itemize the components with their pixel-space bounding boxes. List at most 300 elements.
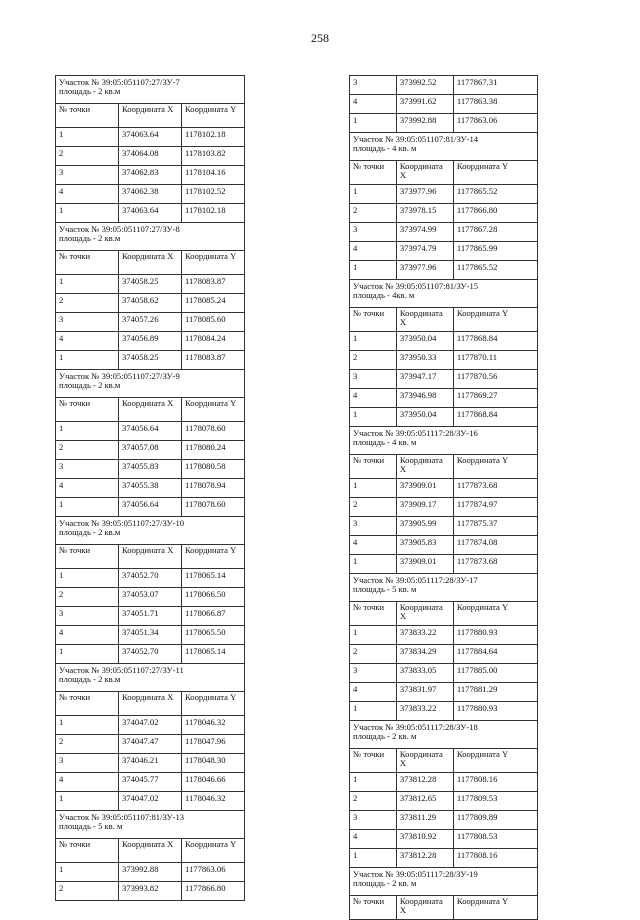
parcel-heading xyxy=(350,427,538,455)
coordinate-x-cell: 374057.26 xyxy=(119,313,182,332)
coordinate-y-cell: 1177808.16 xyxy=(453,849,537,868)
header-point-number: № точки xyxy=(56,251,119,275)
parcel-heading xyxy=(56,370,245,398)
coordinate-x-cell: 373833.22 xyxy=(396,702,453,721)
table-row xyxy=(56,645,245,664)
coordinate-y-cell: 1177874.97 xyxy=(453,498,537,517)
parcel-area: площадь - 4 кв. м xyxy=(353,437,417,447)
point-number-cell: 1 xyxy=(56,128,119,147)
parcel-title-row xyxy=(56,664,245,692)
header-coordinate-x: Координата X xyxy=(396,602,453,626)
coordinate-x-cell: 373978.15 xyxy=(396,204,453,223)
coordinate-y-cell: 1178102.18 xyxy=(182,204,245,223)
coordinate-y-cell: 1178085.24 xyxy=(182,294,245,313)
point-number-cell: 3 xyxy=(56,607,119,626)
coordinate-y-cell: 1177863.06 xyxy=(182,863,245,882)
point-number-cell: 4 xyxy=(56,332,119,351)
parcel-heading xyxy=(350,574,538,602)
header-coordinate-y: Координата Y xyxy=(453,896,537,920)
header-point-number: № точки xyxy=(350,161,397,185)
header-coordinate-x: Координата X xyxy=(119,692,182,716)
table-row xyxy=(56,607,245,626)
coordinate-x-cell: 373947.17 xyxy=(396,370,453,389)
coordinate-x-cell: 373905.99 xyxy=(396,517,453,536)
point-number-cell: 2 xyxy=(56,441,119,460)
coordinate-y-cell: 1177865.52 xyxy=(453,261,537,280)
parcel-title: Участок № 39:05:051107:27/ЗУ-9 xyxy=(59,371,180,381)
point-number-cell: 3 xyxy=(350,811,397,830)
table-row xyxy=(350,114,538,133)
point-number-cell: 1 xyxy=(350,332,397,351)
coordinate-x-cell: 374056.89 xyxy=(119,332,182,351)
parcel-title-row xyxy=(350,868,538,896)
coordinate-x-cell: 374056.64 xyxy=(119,498,182,517)
point-number-cell: 2 xyxy=(56,147,119,166)
coordinate-y-cell: 1178046.32 xyxy=(182,716,245,735)
coordinate-x-cell: 373993.82 xyxy=(119,882,182,901)
header-coordinate-y: Координата Y xyxy=(453,602,537,626)
table-row xyxy=(350,370,538,389)
coordinate-y-cell: 1178084.24 xyxy=(182,332,245,351)
header-point-number: № точки xyxy=(350,896,397,920)
coordinate-x-cell: 373812.65 xyxy=(396,792,453,811)
parcel-title: Участок № 39:05:051117:28/ЗУ-16 xyxy=(353,428,478,438)
point-number-cell: 1 xyxy=(350,702,397,721)
coordinate-y-cell: 1178046.66 xyxy=(182,773,245,792)
point-number-cell: 3 xyxy=(350,370,397,389)
coordinate-y-cell: 1177869.27 xyxy=(453,389,537,408)
coordinates-table-left xyxy=(55,75,245,901)
point-number-cell: 1 xyxy=(56,498,119,517)
point-number-cell: 1 xyxy=(56,351,119,370)
coordinate-y-cell: 1178078.60 xyxy=(182,422,245,441)
header-coordinate-x: Координата X xyxy=(396,161,453,185)
coordinate-x-cell: 373977.96 xyxy=(396,261,453,280)
point-number-cell: 4 xyxy=(350,830,397,849)
parcel-title-row xyxy=(56,76,245,104)
coordinate-y-cell: 1177865.99 xyxy=(453,242,537,261)
table-row xyxy=(350,261,538,280)
coordinate-x-cell: 374046.21 xyxy=(119,754,182,773)
table-row xyxy=(350,555,538,574)
coordinate-x-cell: 374058.62 xyxy=(119,294,182,313)
header-coordinate-x: Координата X xyxy=(119,398,182,422)
header-coordinate-y: Координата Y xyxy=(453,308,537,332)
coordinate-x-cell: 373992.52 xyxy=(396,76,453,95)
header-point-number: № точки xyxy=(350,749,397,773)
parcel-area: площадь - 2 кв.м xyxy=(59,86,121,96)
header-point-number: № точки xyxy=(350,455,397,479)
table-header-row xyxy=(350,896,538,920)
table-row xyxy=(56,185,245,204)
coordinate-y-cell: 1177867.28 xyxy=(453,223,537,242)
coordinate-y-cell: 1178078.94 xyxy=(182,479,245,498)
table-row xyxy=(350,830,538,849)
table-row xyxy=(56,792,245,811)
coordinate-x-cell: 374057.08 xyxy=(119,441,182,460)
table-row xyxy=(56,332,245,351)
point-number-cell: 2 xyxy=(350,351,397,370)
table-row xyxy=(350,849,538,868)
header-coordinate-y: Координата Y xyxy=(453,749,537,773)
coordinate-x-cell: 374062.83 xyxy=(119,166,182,185)
coordinate-y-cell: 1177880.93 xyxy=(453,626,537,645)
header-point-number: № точки xyxy=(56,104,119,128)
coordinate-y-cell: 1177866.80 xyxy=(453,204,537,223)
table-row xyxy=(350,389,538,408)
point-number-cell: 3 xyxy=(350,517,397,536)
table-row xyxy=(56,422,245,441)
point-number-cell: 1 xyxy=(350,408,397,427)
coordinate-x-cell: 373950.04 xyxy=(396,332,453,351)
coordinate-x-cell: 373833.22 xyxy=(396,626,453,645)
parcel-title-row xyxy=(350,721,538,749)
point-number-cell: 3 xyxy=(350,76,397,95)
coordinate-y-cell: 1177873.68 xyxy=(453,479,537,498)
table-row xyxy=(350,498,538,517)
table-row xyxy=(350,792,538,811)
table-row xyxy=(56,275,245,294)
point-number-cell: 1 xyxy=(56,569,119,588)
coordinate-y-cell: 1177868.84 xyxy=(453,332,537,351)
coordinate-x-cell: 374055.83 xyxy=(119,460,182,479)
parcel-title-row xyxy=(350,427,538,455)
coordinate-x-cell: 374047.47 xyxy=(119,735,182,754)
point-number-cell: 4 xyxy=(350,683,397,702)
point-number-cell: 1 xyxy=(350,773,397,792)
coordinate-y-cell: 1177884.64 xyxy=(453,645,537,664)
header-coordinate-x: Координата X xyxy=(396,308,453,332)
parcel-area: площадь - 2 кв. м xyxy=(353,878,417,888)
parcel-area: площадь - 5 кв. м xyxy=(353,584,417,594)
parcel-heading xyxy=(350,721,538,749)
header-point-number: № точки xyxy=(56,839,119,863)
page-number: 258 xyxy=(311,31,329,45)
table-header-row xyxy=(56,545,245,569)
parcel-title: Участок № 39:05:051117:28/ЗУ-17 xyxy=(353,575,478,585)
table-row xyxy=(350,95,538,114)
coordinate-x-cell: 374056.64 xyxy=(119,422,182,441)
coordinate-x-cell: 374051.34 xyxy=(119,626,182,645)
point-number-cell: 1 xyxy=(350,626,397,645)
table-header-row xyxy=(350,455,538,479)
coordinate-y-cell: 1177809.89 xyxy=(453,811,537,830)
coordinate-y-cell: 1178048.30 xyxy=(182,754,245,773)
table-row xyxy=(56,735,245,754)
table-header-row xyxy=(56,398,245,422)
parcel-title: Участок № 39:05:051107:81/ЗУ-14 xyxy=(353,134,479,144)
coordinate-x-cell: 373812.28 xyxy=(396,849,453,868)
coordinate-x-cell: 373950.04 xyxy=(396,408,453,427)
coordinate-y-cell: 1178078.60 xyxy=(182,498,245,517)
table-header-row xyxy=(56,251,245,275)
coordinate-x-cell: 373992.88 xyxy=(396,114,453,133)
coordinate-y-cell: 1177865.52 xyxy=(453,185,537,204)
table-row xyxy=(56,294,245,313)
point-number-cell: 1 xyxy=(350,261,397,280)
parcel-title-row xyxy=(350,280,538,308)
header-coordinate-x: Координата X xyxy=(119,104,182,128)
coordinate-y-cell: 1178047.96 xyxy=(182,735,245,754)
point-number-cell: 4 xyxy=(350,242,397,261)
coordinate-y-cell: 1177870.56 xyxy=(453,370,537,389)
table-row xyxy=(350,408,538,427)
coordinate-y-cell: 1177873.68 xyxy=(453,555,537,574)
parcel-title: Участок № 39:05:051107:27/ЗУ-11 xyxy=(59,665,184,675)
point-number-cell: 1 xyxy=(56,204,119,223)
parcel-title-row xyxy=(350,574,538,602)
coordinate-x-cell: 373810.92 xyxy=(396,830,453,849)
point-number-cell: 1 xyxy=(56,645,119,664)
parcel-title: Участок № 39:05:051107:27/ЗУ-7 xyxy=(59,77,180,87)
point-number-cell: 1 xyxy=(56,422,119,441)
coordinate-y-cell: 1178066.50 xyxy=(182,588,245,607)
table-row xyxy=(56,128,245,147)
table-row xyxy=(350,351,538,370)
point-number-cell: 4 xyxy=(56,773,119,792)
header-coordinate-y: Координата Y xyxy=(453,161,537,185)
table-row xyxy=(350,702,538,721)
parcel-area: площадь - 4кв. м xyxy=(353,290,415,300)
table-row xyxy=(56,166,245,185)
table-row xyxy=(350,811,538,830)
coordinate-y-cell: 1178080.24 xyxy=(182,441,245,460)
parcel-heading xyxy=(56,223,245,251)
coordinate-x-cell: 373946.98 xyxy=(396,389,453,408)
parcel-title: Участок № 39:05:051107:81/ЗУ-13 xyxy=(59,812,185,822)
point-number-cell: 2 xyxy=(350,498,397,517)
header-coordinate-y: Координата Y xyxy=(182,692,245,716)
coordinate-y-cell: 1177880.93 xyxy=(453,702,537,721)
table-header-row xyxy=(56,104,245,128)
coordinate-y-cell: 1178102.52 xyxy=(182,185,245,204)
table-row xyxy=(56,204,245,223)
right-column xyxy=(349,75,538,920)
table-row xyxy=(350,332,538,351)
parcel-title-row xyxy=(56,223,245,251)
parcel-title-row xyxy=(56,517,245,545)
header-coordinate-x: Координата X xyxy=(119,545,182,569)
coordinate-y-cell: 1177863.38 xyxy=(453,95,537,114)
parcel-heading xyxy=(56,664,245,692)
point-number-cell: 2 xyxy=(56,882,119,901)
table-row xyxy=(56,626,245,645)
header-point-number: № точки xyxy=(56,398,119,422)
parcel-heading xyxy=(56,811,245,839)
coordinate-x-cell: 374058.25 xyxy=(119,275,182,294)
point-number-cell: 1 xyxy=(350,185,397,204)
point-number-cell: 4 xyxy=(350,389,397,408)
coordinate-x-cell: 374055.38 xyxy=(119,479,182,498)
coordinates-table-right xyxy=(349,75,538,920)
header-coordinate-x: Координата X xyxy=(119,839,182,863)
table-row xyxy=(56,773,245,792)
parcel-heading xyxy=(350,868,538,896)
coordinate-y-cell: 1177863.06 xyxy=(453,114,537,133)
table-row xyxy=(350,185,538,204)
header-coordinate-y: Координата Y xyxy=(182,251,245,275)
coordinate-y-cell: 1177870.11 xyxy=(453,351,537,370)
header-point-number: № точки xyxy=(350,308,397,332)
point-number-cell: 2 xyxy=(350,204,397,223)
table-row xyxy=(56,882,245,901)
coordinate-y-cell: 1178083.87 xyxy=(182,275,245,294)
header-point-number: № точки xyxy=(350,602,397,626)
table-header-row xyxy=(350,749,538,773)
table-row xyxy=(56,588,245,607)
parcel-area: площадь - 2 кв. м xyxy=(353,731,417,741)
parcel-heading xyxy=(350,133,538,161)
table-header-row xyxy=(350,308,538,332)
coordinate-x-cell: 373950.33 xyxy=(396,351,453,370)
point-number-cell: 3 xyxy=(56,754,119,773)
point-number-cell: 1 xyxy=(56,275,119,294)
point-number-cell: 2 xyxy=(350,645,397,664)
coordinate-y-cell: 1177867.31 xyxy=(453,76,537,95)
coordinate-x-cell: 374047.02 xyxy=(119,792,182,811)
coordinate-y-cell: 1177808.53 xyxy=(453,830,537,849)
table-row xyxy=(350,223,538,242)
parcel-title-row xyxy=(56,370,245,398)
parcel-title: Участок № 39:05:051117:28/ЗУ-18 xyxy=(353,722,478,732)
table-header-row xyxy=(56,839,245,863)
parcel-heading xyxy=(350,280,538,308)
point-number-cell: 1 xyxy=(56,716,119,735)
point-number-cell: 1 xyxy=(350,555,397,574)
parcel-area: площадь - 2 кв.м xyxy=(59,674,121,684)
header-coordinate-y: Координата Y xyxy=(182,839,245,863)
coordinate-y-cell: 1178103.82 xyxy=(182,147,245,166)
coordinate-x-cell: 373909.01 xyxy=(396,479,453,498)
left-column xyxy=(55,75,245,901)
coordinate-y-cell: 1177885.00 xyxy=(453,664,537,683)
coordinate-x-cell: 374058.25 xyxy=(119,351,182,370)
header-coordinate-x: Координата X xyxy=(119,251,182,275)
coordinate-x-cell: 373834.29 xyxy=(396,645,453,664)
coordinate-x-cell: 373992.88 xyxy=(119,863,182,882)
header-coordinate-y: Координата Y xyxy=(182,398,245,422)
table-row xyxy=(350,479,538,498)
point-number-cell: 1 xyxy=(350,849,397,868)
point-number-cell: 4 xyxy=(56,626,119,645)
coordinate-y-cell: 1178065.14 xyxy=(182,645,245,664)
point-number-cell: 4 xyxy=(350,95,397,114)
header-coordinate-y: Координата Y xyxy=(182,545,245,569)
table-row xyxy=(56,441,245,460)
table-row xyxy=(56,351,245,370)
table-row xyxy=(56,716,245,735)
point-number-cell: 4 xyxy=(56,479,119,498)
point-number-cell: 2 xyxy=(350,792,397,811)
table-row xyxy=(350,242,538,261)
coordinate-x-cell: 373905.83 xyxy=(396,536,453,555)
table-row xyxy=(56,147,245,166)
header-coordinate-y: Координата Y xyxy=(453,455,537,479)
table-row xyxy=(350,626,538,645)
coordinate-y-cell: 1177874.08 xyxy=(453,536,537,555)
coordinate-y-cell: 1178066.87 xyxy=(182,607,245,626)
table-row xyxy=(350,683,538,702)
table-row xyxy=(56,569,245,588)
table-row xyxy=(56,754,245,773)
parcel-area: площадь - 5 кв. м xyxy=(59,821,123,831)
point-number-cell: 1 xyxy=(56,863,119,882)
coordinate-x-cell: 374045.77 xyxy=(119,773,182,792)
table-row xyxy=(350,664,538,683)
coordinate-x-cell: 373811.29 xyxy=(396,811,453,830)
coordinate-y-cell: 1178080.58 xyxy=(182,460,245,479)
table-header-row xyxy=(56,692,245,716)
parcel-area: площадь - 4 кв. м xyxy=(353,143,417,153)
coordinate-y-cell: 1178104.16 xyxy=(182,166,245,185)
coordinate-x-cell: 374062.38 xyxy=(119,185,182,204)
coordinate-y-cell: 1177881.29 xyxy=(453,683,537,702)
header-point-number: № точки xyxy=(56,692,119,716)
coordinate-y-cell: 1178102.18 xyxy=(182,128,245,147)
point-number-cell: 4 xyxy=(56,185,119,204)
point-number-cell: 2 xyxy=(56,294,119,313)
point-number-cell: 1 xyxy=(56,792,119,811)
coordinate-x-cell: 373991.62 xyxy=(396,95,453,114)
parcel-title: Участок № 39:05:051107:27/ЗУ-8 xyxy=(59,224,180,234)
coordinate-x-cell: 373974.79 xyxy=(396,242,453,261)
point-number-cell: 3 xyxy=(56,166,119,185)
coordinate-x-cell: 373909.17 xyxy=(396,498,453,517)
parcel-title: Участок № 39:05:051117:28/ЗУ-19 xyxy=(353,869,478,879)
header-coordinate-y: Координата Y xyxy=(182,104,245,128)
header-coordinate-x: Координата X xyxy=(396,749,453,773)
parcel-area: площадь - 2 кв.м xyxy=(59,527,121,537)
coordinate-y-cell: 1178065.50 xyxy=(182,626,245,645)
table-row xyxy=(56,498,245,517)
point-number-cell: 1 xyxy=(350,479,397,498)
point-number-cell: 4 xyxy=(350,536,397,555)
table-row xyxy=(56,863,245,882)
table-row xyxy=(350,773,538,792)
coordinate-x-cell: 373831.97 xyxy=(396,683,453,702)
coordinate-x-cell: 374063.64 xyxy=(119,204,182,223)
coordinate-x-cell: 374047.02 xyxy=(119,716,182,735)
table-row xyxy=(350,76,538,95)
point-number-cell: 3 xyxy=(56,460,119,479)
table-row xyxy=(56,479,245,498)
coordinate-y-cell: 1177868.84 xyxy=(453,408,537,427)
parcel-heading xyxy=(56,76,245,104)
coordinate-y-cell: 1178085.60 xyxy=(182,313,245,332)
table-row xyxy=(56,460,245,479)
table-row xyxy=(350,517,538,536)
coordinate-x-cell: 374052.70 xyxy=(119,645,182,664)
coordinate-x-cell: 374051.71 xyxy=(119,607,182,626)
coordinate-y-cell: 1177809.53 xyxy=(453,792,537,811)
coordinate-y-cell: 1178046.32 xyxy=(182,792,245,811)
header-coordinate-x: Координата X xyxy=(396,896,453,920)
point-number-cell: 3 xyxy=(350,664,397,683)
coordinate-x-cell: 374064.08 xyxy=(119,147,182,166)
header-point-number: № точки xyxy=(56,545,119,569)
parcel-title: Участок № 39:05:051107:27/ЗУ-10 xyxy=(59,518,185,528)
point-number-cell: 3 xyxy=(350,223,397,242)
coordinate-x-cell: 374052.70 xyxy=(119,569,182,588)
coordinate-x-cell: 374053.07 xyxy=(119,588,182,607)
point-number-cell: 2 xyxy=(56,588,119,607)
parcel-title-row xyxy=(350,133,538,161)
parcel-heading xyxy=(56,517,245,545)
parcel-title: Участок № 39:05:051107:81/ЗУ-15 xyxy=(353,281,479,291)
parcel-area: площадь - 2 кв.м xyxy=(59,233,121,243)
table-row xyxy=(350,536,538,555)
coordinate-x-cell: 373974.99 xyxy=(396,223,453,242)
